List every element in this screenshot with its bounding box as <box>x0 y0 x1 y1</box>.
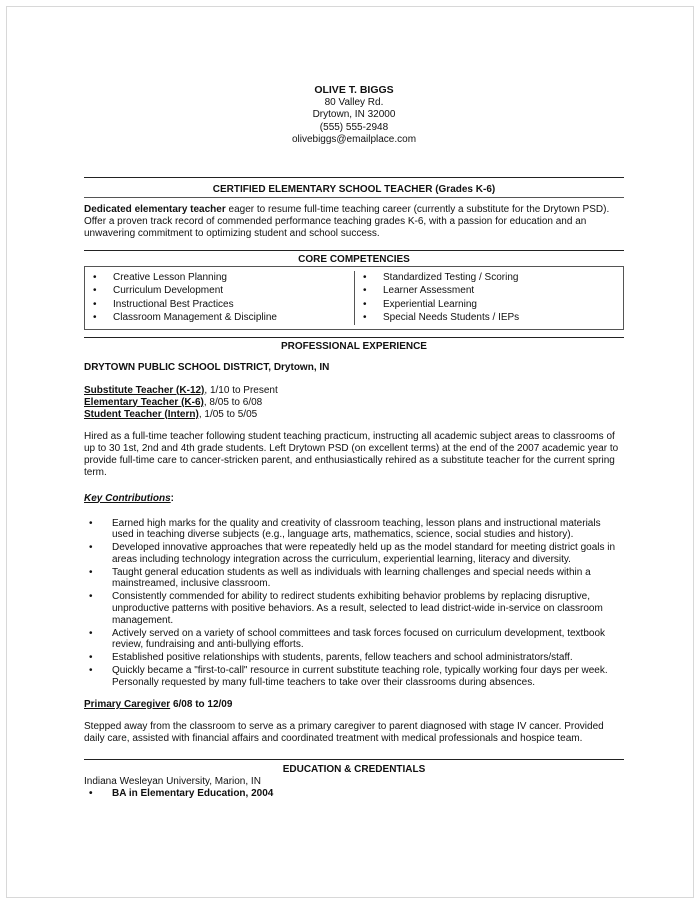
divider <box>84 177 624 178</box>
employer-name: DRYTOWN PUBLIC SCHOOL DISTRICT, Drytown, IN <box>84 361 330 373</box>
role-dates: , 1/10 to Present <box>204 384 278 396</box>
competencies-box <box>84 266 624 330</box>
competency-item: • Special Needs Students / IEPs <box>355 311 623 325</box>
school-name: Indiana Wesleyan University, Marion, IN <box>84 775 261 787</box>
objective-heading: CERTIFIED ELEMENTARY SCHOOL TEACHER (Grades K-6) <box>212 183 496 195</box>
contribution-item: • Actively served on a variety of school committees and task forces focused on curriculum development, textbook review, fundraising and anti-bullying efforts. <box>84 628 624 652</box>
resume-content <box>84 84 624 800</box>
competencies-heading: CORE COMPETENCIES <box>298 253 410 265</box>
education-heading: EDUCATION & CREDENTIALS <box>282 763 426 775</box>
contribution-item: • Quickly became a "first-to-call" resource in current substitute teaching role, typically working four days per week. Personally requested by many full-time teachers to take over their classrooms during absences. <box>84 665 624 689</box>
experience-description: Hired as a full-time teacher following student teaching practicum, instructing all academic subject areas to classrooms of up to 30 1st, 2nd and 4th grade students. Left Drytown PSD (on excellent terms) at the end of the 2007 academic year to provide full-time care to cancer-stricken parent, and enthusiastically rehired as a substitute teacher for the current spring term. <box>84 430 619 478</box>
competency-item: • Instructional Best Practices <box>85 298 354 312</box>
competency-item: • Classroom Management & Discipline <box>85 311 354 325</box>
role-line <box>84 397 624 409</box>
contribution-item: • Established positive relationships with students, parents, fellow teachers and school administrators/staff. <box>84 652 624 664</box>
divider <box>84 337 624 338</box>
role-title: Substitute Teacher (K-12) <box>84 384 205 396</box>
divider <box>84 197 624 198</box>
divider <box>84 250 624 251</box>
role-title: Student Teacher (Intern) <box>84 408 199 420</box>
summary-lead: Dedicated elementary teacher <box>84 203 226 215</box>
caregiver-description: Stepped away from the classroom to serve as a primary caregiver to parent diagnosed with stage IV cancer. Provided daily care, assisted with financial affairs and coordinated treatment with medical professionals and hospice team. <box>84 720 604 744</box>
competency-item: • Curriculum Development <box>85 284 354 298</box>
competencies-right-column <box>354 271 623 325</box>
degree-list <box>84 788 624 800</box>
experience-heading: PROFESSIONAL EXPERIENCE <box>281 340 427 352</box>
competencies-left-column <box>85 271 354 325</box>
divider <box>84 759 624 760</box>
caregiver-dates: 6/08 to 12/09 <box>170 698 233 710</box>
competency-item: • Standardized Testing / Scoring <box>355 271 623 285</box>
competency-item: • Learner Assessment <box>355 284 623 298</box>
competency-item: • Creative Lesson Planning <box>85 271 354 285</box>
role-line <box>84 385 624 397</box>
city-state-zip: Drytown, IN 32000 <box>312 109 396 120</box>
candidate-name: OLIVE T. BIGGS <box>314 84 394 96</box>
contribution-item: • Taught general education students as well as individuals with learning challenges and special needs within a mainstreamed, inclusive classroom. <box>84 567 624 591</box>
summary-text: eager to resume full-time teaching career (currently a substitute for the Drytown PSD). Offer a proven track record of commended performance teaching grades K-6, with a passion for education and an unwavering commitment to optimizing student and school success. <box>84 203 610 239</box>
contributions-heading: Key Contributions <box>84 492 171 504</box>
caregiver-line <box>84 699 624 711</box>
email-address: olivebiggs@emailplace.com <box>291 134 417 145</box>
role-dates: , 8/05 to 6/08 <box>203 396 263 408</box>
competency-item: • Experiential Learning <box>355 298 623 312</box>
role-list <box>84 385 624 421</box>
street-address: 80 Valley Rd. <box>324 96 384 108</box>
role-title: Elementary Teacher (K-6) <box>84 396 204 408</box>
contributions-list <box>84 518 624 689</box>
contribution-item: • Developed innovative approaches that were repeatedly held up as the model standard for meeting district goals in areas including technology integration across the curriculum, experiential learning, literacy and diversity. <box>84 542 624 566</box>
phone-number: (555) 555-2948 <box>319 121 389 133</box>
degree-item: • BA in Elementary Education, 2004 <box>84 788 624 800</box>
summary-paragraph <box>84 204 624 240</box>
contribution-item: • Consistently commended for ability to redirect students exhibiting behavior problems by replacing disruptive, unproductive patterns with positive behaviors. As a result, selected to lead district-wide in-service on classroom management. <box>84 591 624 626</box>
role-dates: , 1/05 to 5/05 <box>198 408 258 420</box>
contact-header <box>84 84 624 147</box>
caregiver-title: Primary Caregiver <box>84 698 171 710</box>
contribution-item: • Earned high marks for the quality and creativity of classroom teaching, lesson plans and instructional materials used in teaching diverse subjects (e.g., language arts, mathematics, science, social studies and history). <box>84 518 624 542</box>
role-line <box>84 409 624 421</box>
contributions-heading-line: Key Contributions: <box>84 492 175 504</box>
